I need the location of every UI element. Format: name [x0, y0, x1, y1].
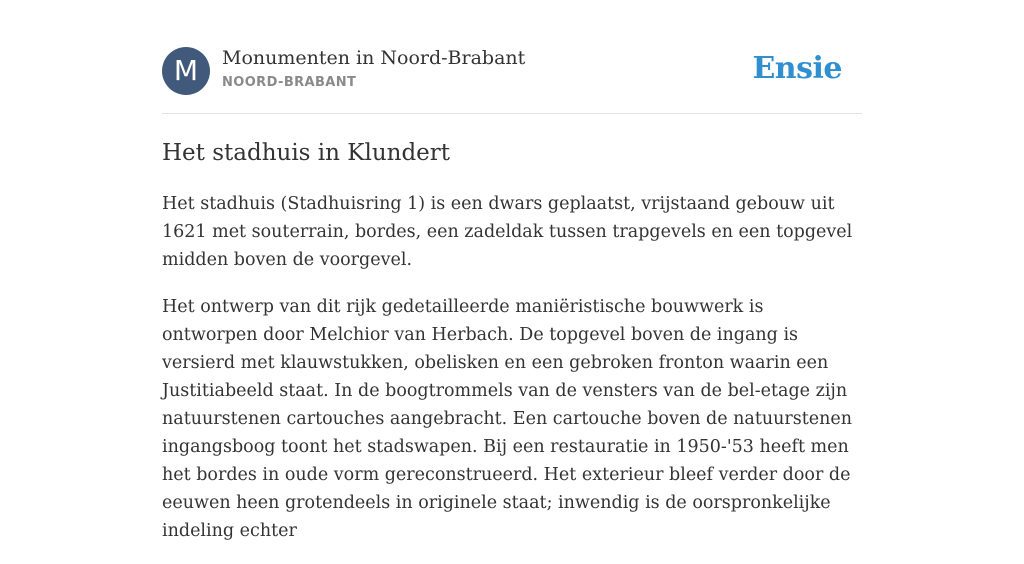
- collection-header: [162, 46, 862, 96]
- article-paragraph: Het ontwerp van dit rijk gedetailleerde maniëristische bouwwerk is ontworpen door Melchior van Herbach. De topgevel boven de ingang is versierd met klauwstukken, obelisken en een gebroken fronton waarin een Justitiabeeld staat. In de boogtrommels van de vensters van de bel-etage zijn natuurstenen cartouches aangebracht. Een cartouche boven de natuurstenen ingangsboog toont het stadswapen. Bij een restauratie in 1950-'53 heeft men het bordes in oude vorm gereconstrueerd. Het exterieur bleef verder door de eeuwen heen grotendeels in originele staat; inwendig is de oorspronkelijke indeling echter: [162, 297, 853, 541]
- divider: [162, 113, 862, 114]
- article-paragraph: Het stadhuis (Stadhuisring 1) is een dwars geplaatst, vrijstaand gebouw uit 1621 met souterrain, bordes, een zadeldak tussen trapgevels en een topgevel midden boven de voorgevel.: [162, 194, 853, 270]
- article-body: [162, 190, 862, 564]
- article-title: Het stadhuis in Klundert: [162, 140, 451, 166]
- avatar[interactable]: M: [162, 47, 210, 95]
- collection-title[interactable]: Monumenten in Noord-Brabant: [222, 47, 526, 69]
- collection-subtitle: NOORD-BRABANT: [222, 75, 357, 90]
- brand-logo[interactable]: Ensie: [752, 51, 842, 86]
